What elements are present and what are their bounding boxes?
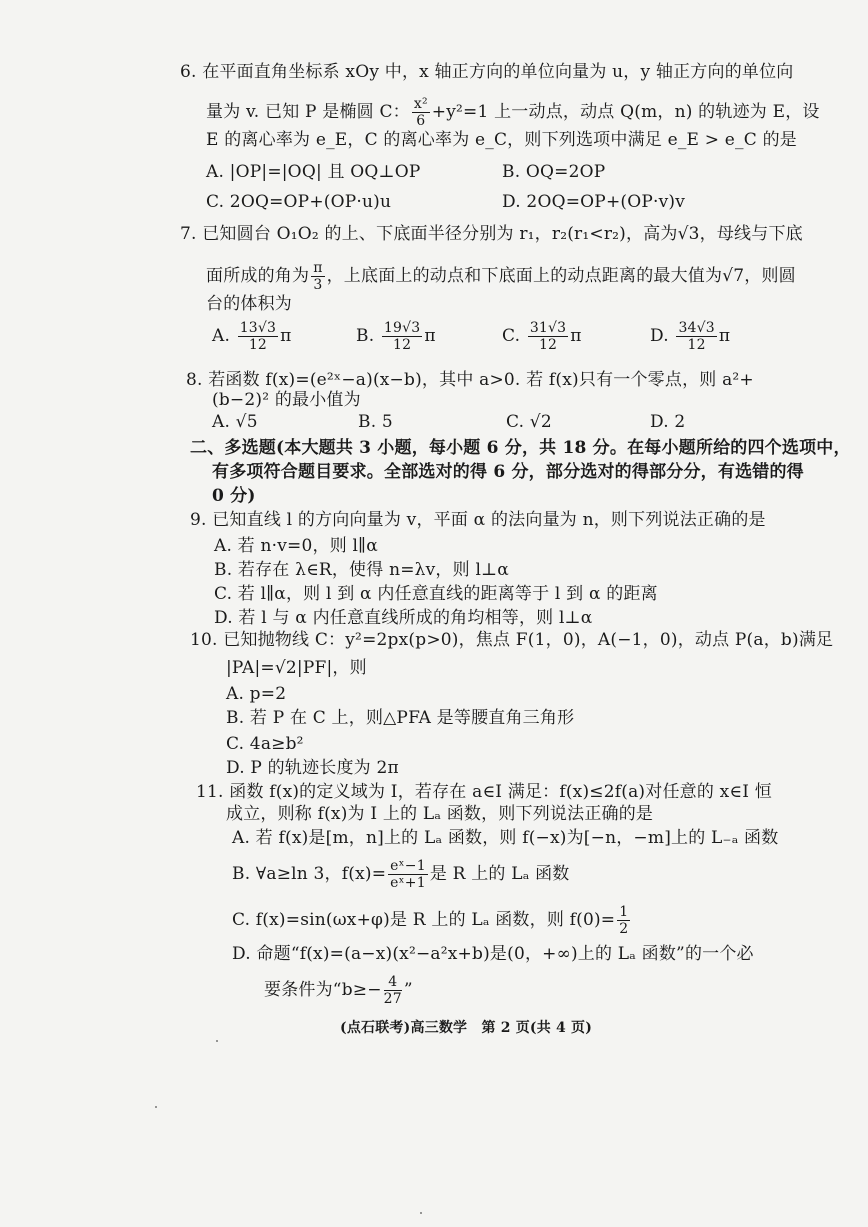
scan-speck <box>420 1212 422 1214</box>
scan-speck <box>216 1040 218 1042</box>
q10-line-2: |PA|=√2|PF|，则 <box>226 658 367 678</box>
q7-option-a: A. $\frac{13√3}{12}$ π <box>212 320 292 353</box>
q11-d-fraction: $\frac{4}{27}$ <box>383 974 402 1007</box>
q11-b-fraction: $\frac{\text{eˣ−1}}{\text{eˣ+1}}$ <box>390 858 426 891</box>
q8-line-2: (b−2)² 的最小值为 <box>212 390 361 410</box>
q6-ellipse-fraction: $\frac{\text{x²}}{6}$ <box>413 96 428 129</box>
section-2-heading-line-1: 二、多选题(本大题共 3 小题，每小题 6 分，共 18 分。在每小题所给的四个选项中， <box>190 438 851 458</box>
section-2-heading-line-3: 0 分) <box>212 486 256 506</box>
q9-line-1: 9. 已知直线 l 的方向向量为 v，平面 α 的法向量为 n，则下列说法正确的是 <box>190 510 766 530</box>
scan-speck <box>155 1106 157 1108</box>
q11-option-d-line-2: 要条件为“b≥− $\frac{4}{27}$ ” <box>264 974 413 1007</box>
q7-option-c: C. $\frac{31√3}{12}$ π <box>502 320 582 353</box>
q7-line-1: 7. 已知圆台 O₁O₂ 的上、下底面半径分别为 r₁，r₂(r₁<r₂)，高为√3，母线与下底 <box>180 224 803 244</box>
q9-option-b: B. 若存在 λ∈R，使得 n=λv，则 l⊥α <box>214 560 509 580</box>
q8-option-c: C. √2 <box>506 412 552 432</box>
q9-option-d: D. 若 l 与 α 内任意直线所成的角均相等，则 l⊥α <box>214 608 593 628</box>
q10-option-a: A. p=2 <box>226 684 287 704</box>
q8-option-d: D. 2 <box>650 412 686 432</box>
q9-option-c: C. 若 l∥α，则 l 到 α 内任意直线的距离等于 l 到 α 的距离 <box>214 584 658 604</box>
q11-option-a: A. 若 f(x)是[m，n]上的 Lₐ 函数，则 f(−x)为[−n，−m]上的 L₋ₐ 函数 <box>232 828 779 848</box>
q7-line-3: 台的体积为 <box>206 294 292 314</box>
q6-line-3: E 的离心率为 e_E，C 的离心率为 e_C，则下列选项中满足 e_E > e_C 的是 <box>206 130 797 150</box>
q7-angle-fraction: $\frac{\pi}{3}$ <box>313 260 323 293</box>
q6-option-b: B. OQ=2OP <box>502 162 606 182</box>
q6-line-2: 量为 v. 已知 P 是椭圆 C： $\frac{\text{x²}}{6}$ +y²=1 上一动点，动点 Q(m，n) 的轨迹为 E，设 <box>206 96 820 129</box>
q11-option-b: B. ∀a≥ln 3，f(x)= $\frac{\text{eˣ−1}}{\text{eˣ+1}}$ 是 R 上的 Lₐ 函数 <box>232 858 570 891</box>
q11-line-1: 11. 函数 f(x)的定义域为 I，若存在 a∈I 满足：f(x)≤2f(a)对任意的 x∈I 恒 <box>196 782 772 802</box>
q11-c-fraction: $\frac{1}{2}$ <box>619 904 629 937</box>
section-2-heading-line-2: 有多项符合题目要求。全部选对的得 6 分，部分选对的得部分分，有选错的得 <box>212 462 804 482</box>
q6-option-c: C. 2OQ=OP+(OP·u)u <box>206 192 392 212</box>
q10-option-c: C. 4a≥b² <box>226 734 304 754</box>
q7-option-d: D. $\frac{34√3}{12}$ π <box>650 320 731 353</box>
q11-option-d-line-1: D. 命题“f(x)=(a−x)(x²−a²x+b)是(0，+∞)上的 Lₐ 函数”的一个必 <box>232 944 754 964</box>
q6-option-d: D. 2OQ=OP+(OP·v)v <box>502 192 686 212</box>
q10-option-d: D. P 的轨迹长度为 2π <box>226 758 399 778</box>
q7-line-2: 面所成的角为 $\frac{\pi}{3}$ ，上底面上的动点和下底面上的动点距离的最大值为√7，则圆 <box>206 260 796 293</box>
page-footer: (点石联考)高三数学 第 2 页(共 4 页) <box>340 1020 593 1036</box>
q8-option-a: A. √5 <box>212 412 258 432</box>
q8-option-b: B. 5 <box>358 412 393 432</box>
q6-line-1: 6. 在平面直角坐标系 xOy 中，x 轴正方向的单位向量为 u，y 轴正方向的单位向 <box>180 62 794 82</box>
q9-option-a: A. 若 n·v=0，则 l∥α <box>214 536 378 556</box>
q6-option-a: A. |OP|=|OQ| 且 OQ⊥OP <box>206 162 421 182</box>
q8-line-1: 8. 若函数 f(x)=(e²ˣ−a)(x−b)，其中 a>0. 若 f(x)只有一个零点，则 a²+ <box>186 370 754 390</box>
q10-option-b: B. 若 P 在 C 上，则△PFA 是等腰直角三角形 <box>226 708 575 728</box>
q11-option-c: C. f(x)=sin(ωx+φ)是 R 上的 Lₐ 函数，则 f(0)= $\frac{1}{2}$ <box>232 904 629 937</box>
q11-line-2: 成立，则称 f(x)为 I 上的 Lₐ 函数，则下列说法正确的是 <box>226 804 654 824</box>
q10-line-1: 10. 已知抛物线 C：y²=2px(p>0)，焦点 F(1，0)，A(−1，0)，动点 P(a，b)满足 <box>190 630 834 650</box>
q7-option-b: B. $\frac{19√3}{12}$ π <box>356 320 436 353</box>
